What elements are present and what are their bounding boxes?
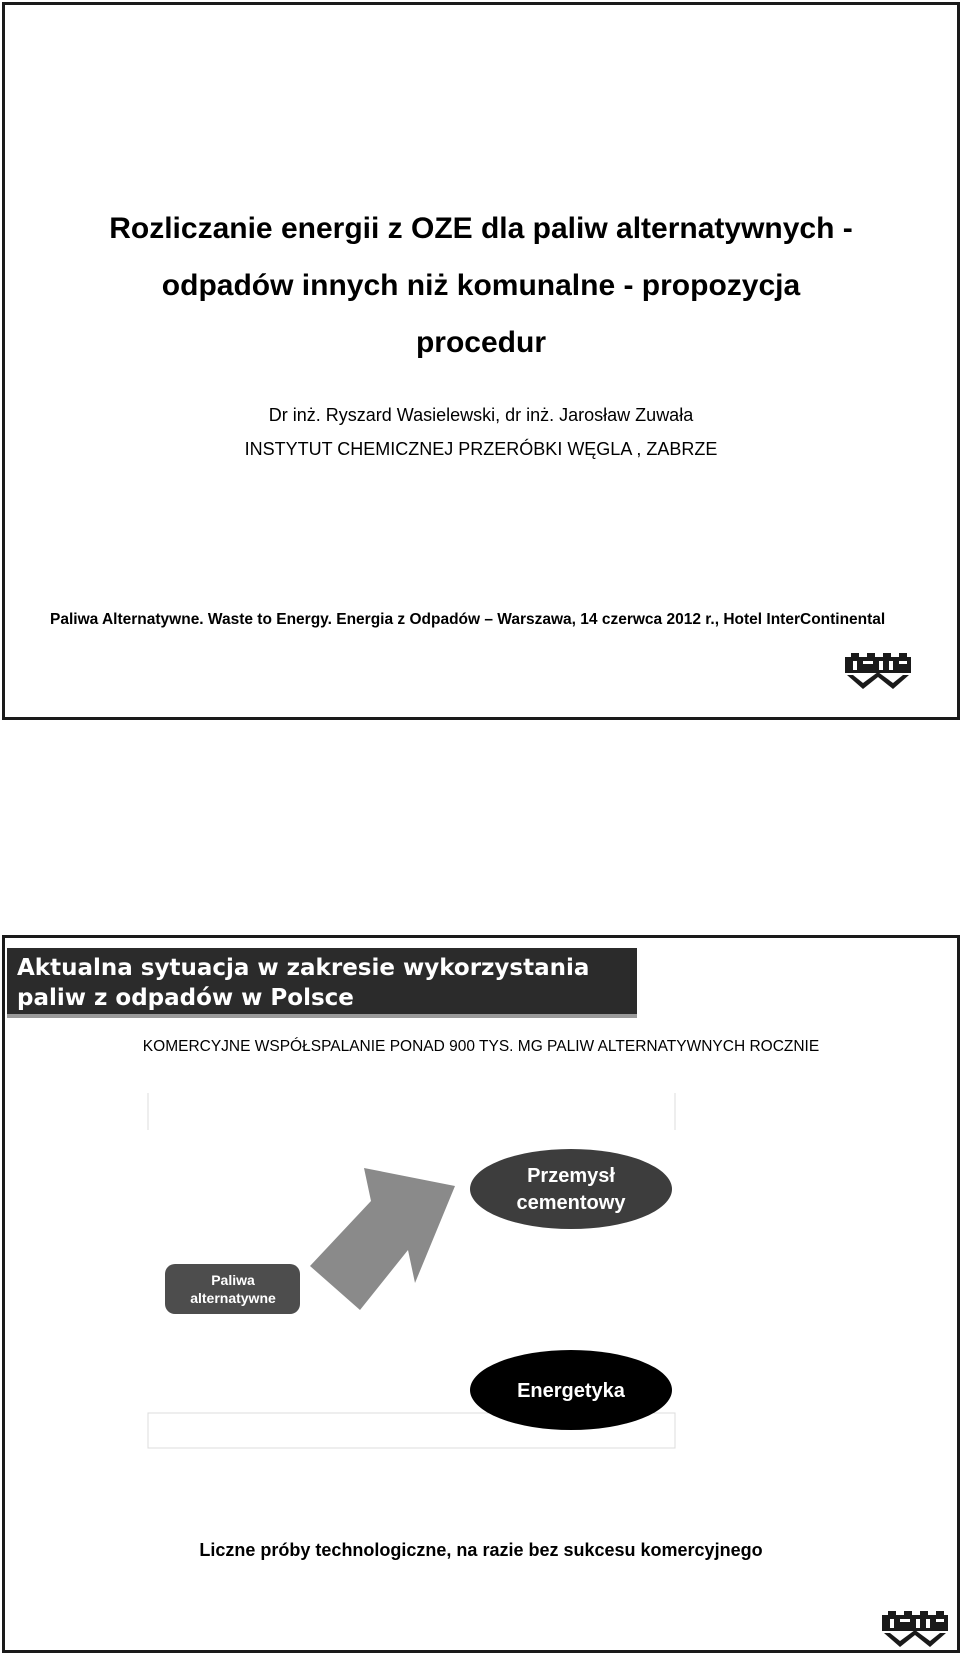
title-slide xyxy=(2,2,960,720)
source-label-line-1: Paliwa xyxy=(211,1272,255,1288)
title-line-1: Rozliczanie energii z OZE dla paliw alternatywnych - xyxy=(109,212,853,245)
ichpw-logo xyxy=(880,1611,950,1647)
slide-subtitle: KOMERCYJNE WSPÓŁSPALANIE PONAD 900 TYS. MG PALIW ALTERNATYWNYCH ROCZNIE xyxy=(142,1038,820,1055)
title-line-2: odpadów innych niż komunalne - propozycja xyxy=(161,269,801,302)
institute: INSTYTUT CHEMICZNEJ PRZERÓBKI WĘGLA , ZABRZE xyxy=(244,439,718,459)
target-top-line-1: Przemysł xyxy=(527,1165,615,1187)
target-cement-industry xyxy=(470,1149,672,1229)
bottom-note: Liczne próby technologiczne, na razie bez sukcesu komercyjnego xyxy=(199,1540,763,1560)
event-line: Paliwa Alternatywne. Waste to Energy. Energia z Odpadów – Warszawa, 14 czerwca 2012 r., Hotel InterContinental xyxy=(50,611,886,628)
source-box xyxy=(165,1264,300,1314)
target-top-line-2: cementowy xyxy=(516,1192,626,1214)
header-line-1: Aktualna sytuacja w zakresie wykorzystania xyxy=(17,955,590,981)
ichpw-logo xyxy=(843,653,913,689)
header-line-2: paliw z odpadów w Polsce xyxy=(17,985,354,1011)
target-bottom-label: Energetyka xyxy=(517,1380,625,1402)
title-line-3: procedur xyxy=(415,326,547,359)
slide-title xyxy=(5,200,957,371)
content-slide xyxy=(2,935,960,1653)
target-energy xyxy=(470,1350,672,1430)
authors: Dr inż. Ryszard Wasielewski, dr inż. Jarosław Zuwała xyxy=(268,405,694,425)
source-label-line-2: alternatywne xyxy=(190,1290,276,1306)
arrow-icon xyxy=(310,1168,455,1310)
